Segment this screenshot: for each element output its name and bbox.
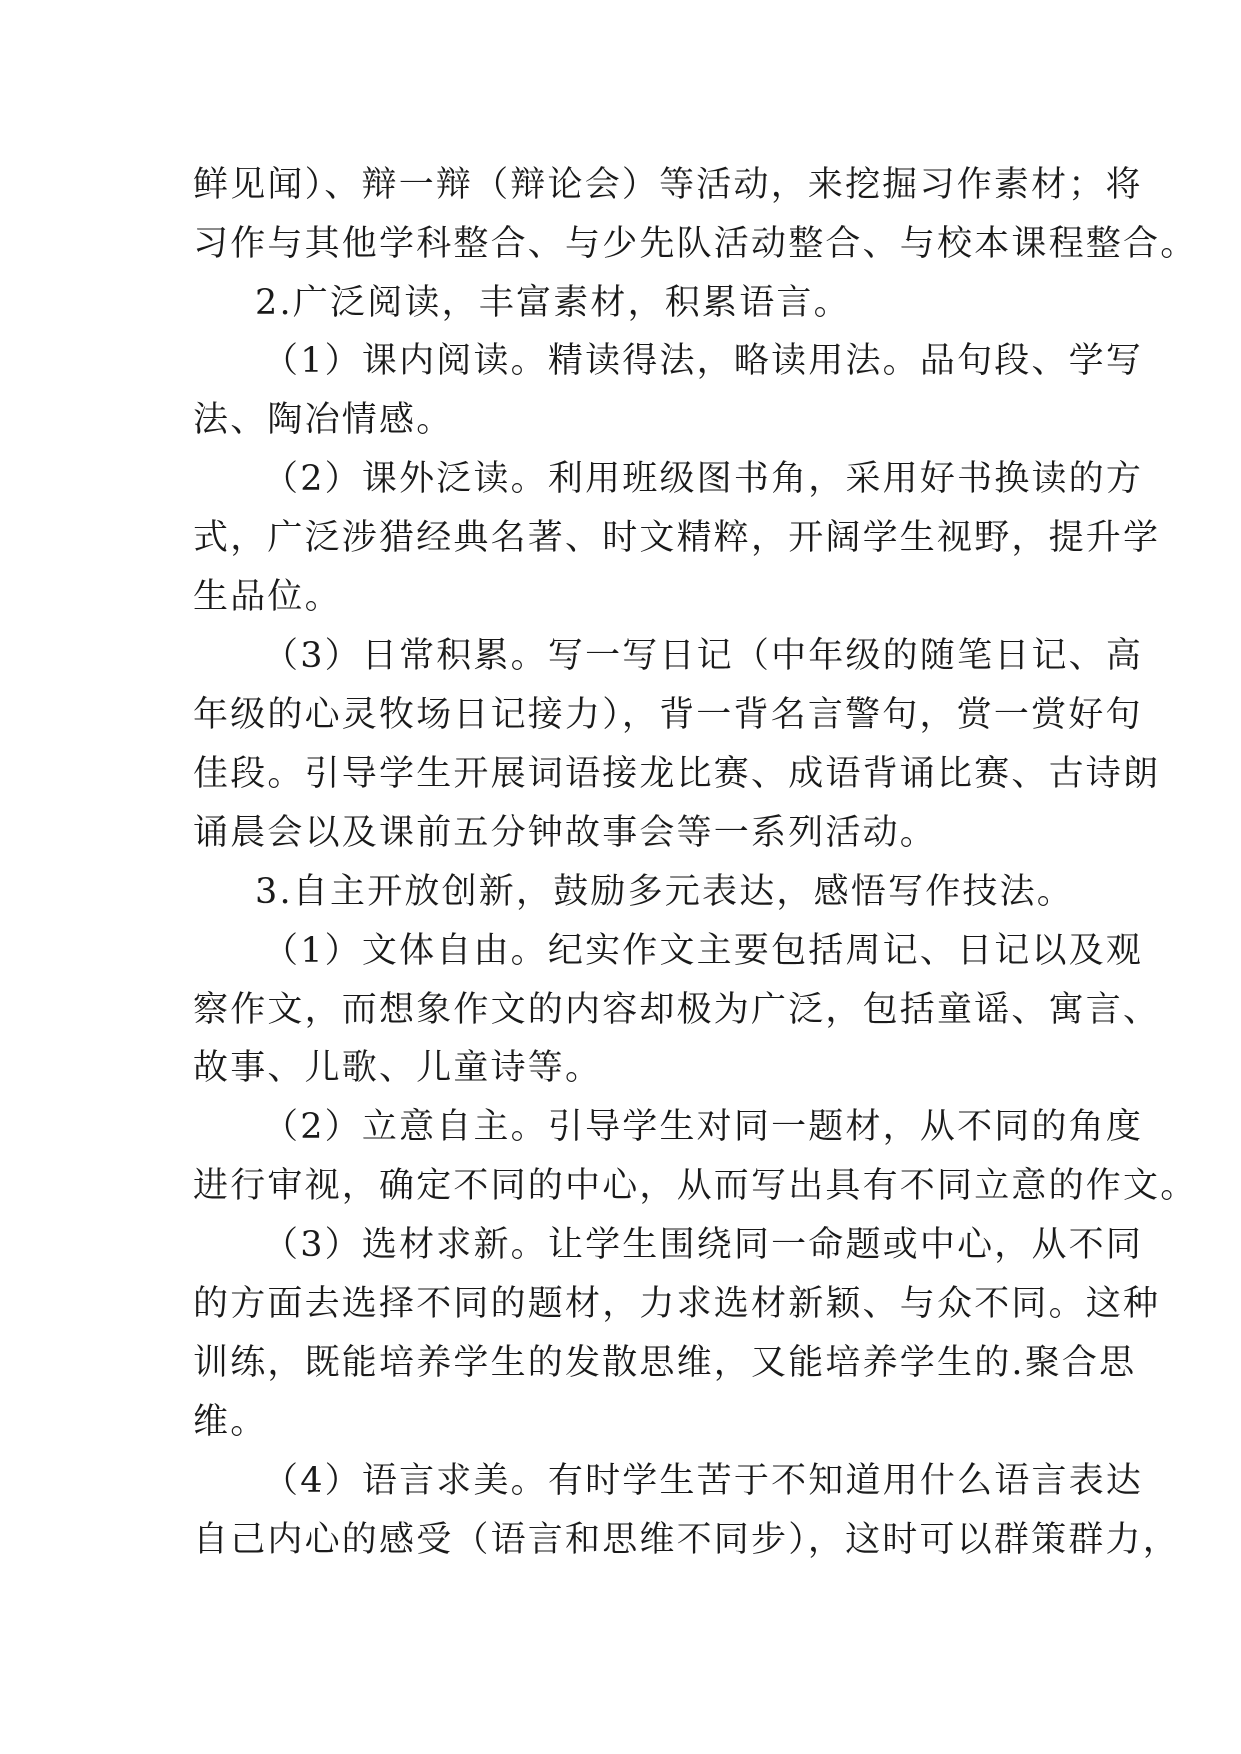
text-line: 故事、儿歌、儿童诗等。	[193, 1048, 603, 1088]
text-line: 诵晨会以及课前五分钟故事会等一系列活动。	[193, 813, 938, 853]
text-line: （3）日常积累。写一写日记（中年级的随笔日记、高	[263, 636, 1144, 676]
text-line: 自己内心的感受（语言和思维不同步），这时可以群策群力，	[193, 1520, 1180, 1560]
text-line: （3）选材求新。让学生围绕同一命题或中心，从不同	[263, 1225, 1144, 1265]
text-line: 年级的心灵牧场日记接力），背一背名言警句，赏一赏好句	[193, 695, 1143, 735]
text-line: （2）立意自主。引导学生对同一题材，从不同的角度	[263, 1107, 1144, 1147]
text-line: 法、陶冶情感。	[193, 400, 454, 440]
text-line: 训练，既能培养学生的发散思维，又能培养学生的.聚合思	[193, 1343, 1137, 1383]
section-heading: 2.广泛阅读，丰富素材，积累语言。	[255, 283, 851, 323]
text-line: （4）语言求美。有时学生苦于不知道用什么语言表达	[263, 1461, 1144, 1501]
text-line: 鲜见闻）、辩一辩（辩论会）等活动，来挖掘习作素材；将	[193, 165, 1143, 205]
text-line: 习作与其他学科整合、与少先队活动整合、与校本课程整合。	[193, 224, 1198, 264]
text-line: （1）课内阅读。精读得法，略读用法。品句段、学写	[263, 341, 1144, 381]
text-line: 的方面去选择不同的题材，力求选材新颖、与众不同。这种	[193, 1284, 1161, 1324]
text-line: （1）文体自由。纪实作文主要包括周记、日记以及观	[263, 931, 1144, 971]
text-line: 生品位。	[193, 577, 342, 617]
text-line: （2）课外泛读。利用班级图书角，采用好书换读的方	[263, 459, 1144, 499]
text-line: 式，广泛涉猎经典名著、时文精粹，开阔学生视野，提升学	[193, 518, 1161, 558]
section-heading: 3.自主开放创新，鼓励多元表达，感悟写作技法。	[255, 872, 1074, 912]
text-line: 佳段。引导学生开展词语接龙比赛、成语背诵比赛、古诗朗	[193, 754, 1161, 794]
text-line: 维。	[193, 1402, 268, 1442]
text-line: 察作文，而想象作文的内容却极为广泛，包括童谣、寓言、	[193, 990, 1161, 1030]
text-line: 进行审视，确定不同的中心，从而写出具有不同立意的作文。	[193, 1166, 1198, 1206]
